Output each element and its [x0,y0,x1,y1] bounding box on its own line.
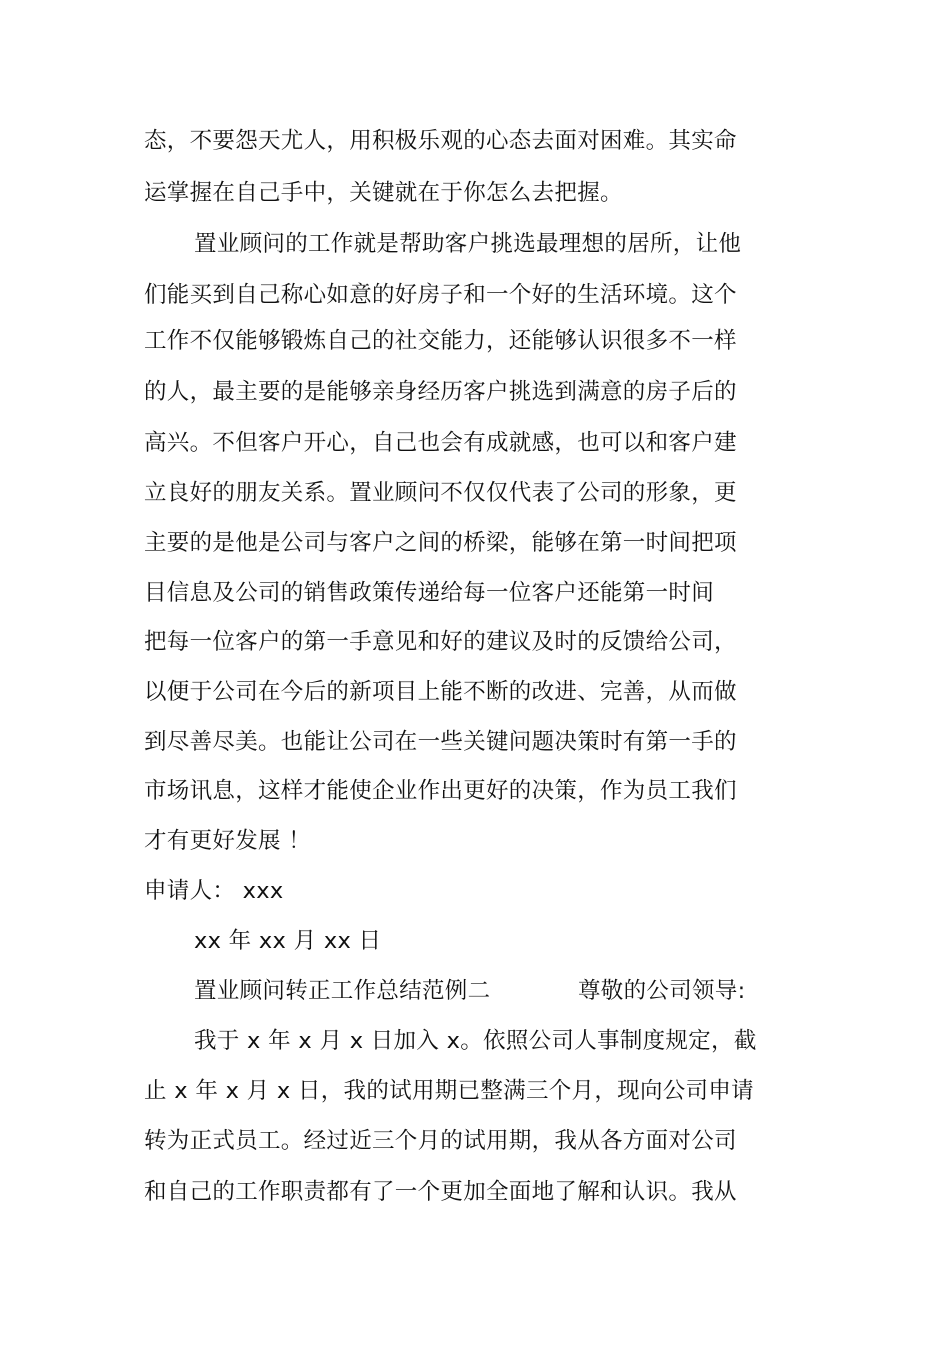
applicant-line: 申请人： xxx [144,878,284,904]
paragraph-line-17: 止 x 年 x 月 x 日，我的试用期已整满三个月，现向公司申请 [144,1078,754,1104]
paragraph-line-6: 的人，最主要的是能够亲身经历客户挑选到满意的房子后的 [144,379,737,405]
paragraph-line-3: 置业顾问的工作就是帮助客户挑选最理想的居所，让他 [194,231,742,257]
section-title: 置业顾问转正工作总结范例二 [194,978,491,1004]
paragraph-line-13: 到尽善尽美。也能让公司在一些关键问题决策时有第一手的 [144,729,737,755]
paragraph-line-4: 们能买到自己称心如意的好房子和一个好的生活环境。这个 [144,282,737,308]
paragraph-line-8: 立良好的朋友关系。置业顾问不仅仅代表了公司的形象，更 [144,480,737,506]
paragraph-line-2: 运掌握在自己手中，关键就在于你怎么去把握。 [144,180,623,206]
paragraph-line-7: 高兴。不但客户开心，自己也会有成就感，也可以和客户建 [144,430,737,456]
paragraph-line-19: 和自己的工作职责都有了一个更加全面地了解和认识。我从 [144,1179,737,1205]
paragraph-line-18: 转为正式员工。经过近三个月的试用期，我从各方面对公司 [144,1128,737,1154]
date-line: xx 年 xx 月 xx 日 [194,928,382,954]
paragraph-line-1: 态，不要怨天尤人，用积极乐观的心态去面对困难。其实命 [144,128,737,154]
paragraph-line-15: 才有更好发展 ！ [144,828,312,854]
paragraph-line-14: 市场讯息，这样才能使企业作出更好的决策，作为员工我们 [144,778,737,804]
paragraph-line-9: 主要的是他是公司与客户之间的桥梁，能够在第一时间把项 [144,530,737,556]
paragraph-line-16: 我于 x 年 x 月 x 日加入 x。依照公司人事制度规定，截 [194,1028,757,1054]
paragraph-line-11: 把每一位客户的第一手意见和好的建议及时的反馈给公司， [144,629,737,655]
paragraph-line-10: 目信息及公司的销售政策传递给每一位客户还能第一时间 [144,580,715,606]
paragraph-line-12: 以便于公司在今后的新项目上能不断的改进、完善，从而做 [144,679,737,705]
paragraph-line-5: 工作不仅能够锻炼自己的社交能力，还能够认识很多不一样 [144,328,737,354]
salutation: 尊敬的公司领导: [578,978,746,1004]
